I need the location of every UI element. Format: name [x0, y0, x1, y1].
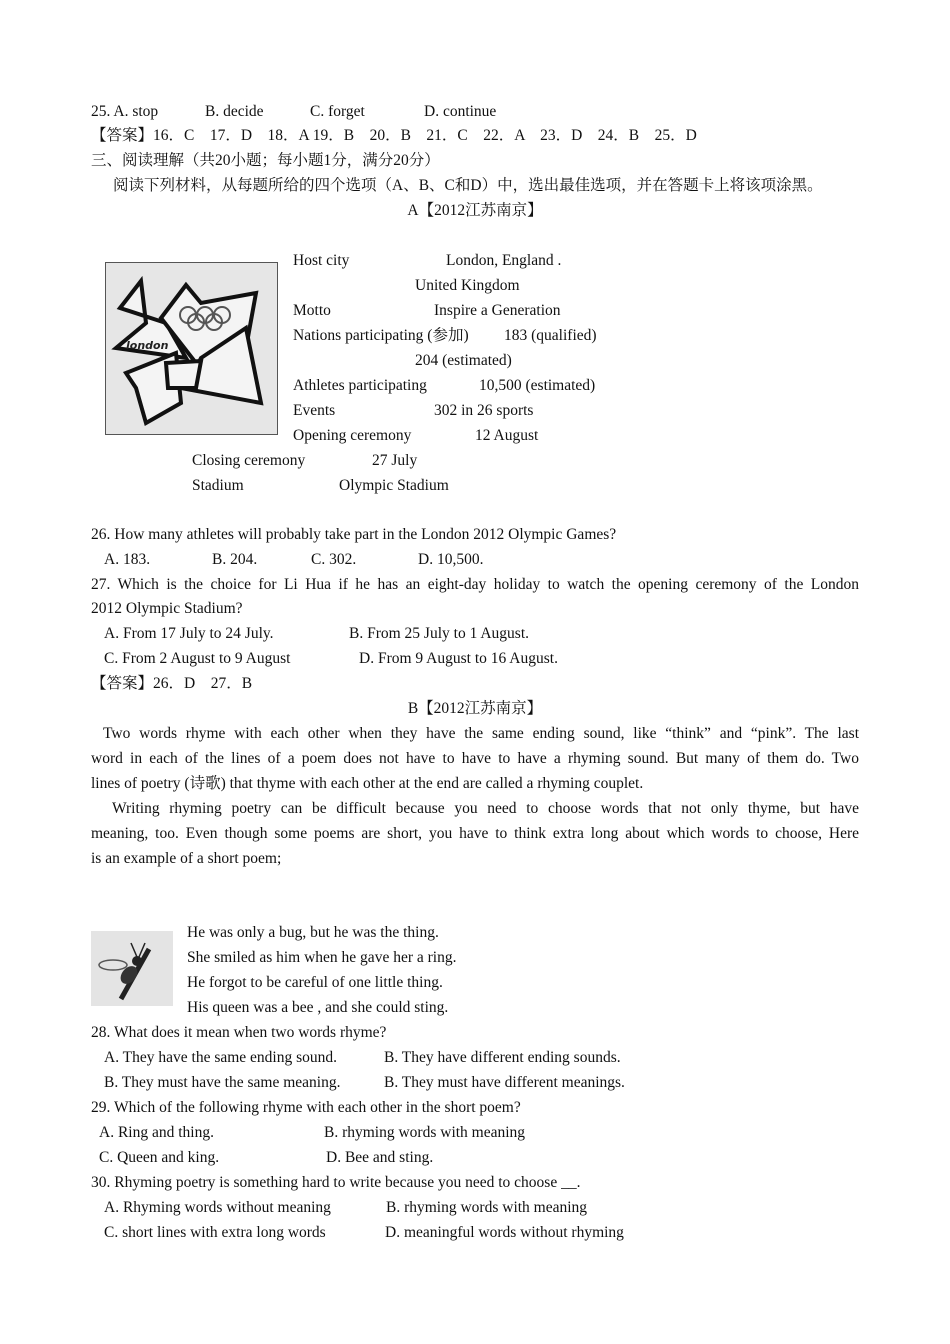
- paragraph-line: word in each of the lines of a poem does not have to have to have a rhyming sound. But many of them do. Two: [91, 750, 859, 767]
- paragraph-line: lines of poetry (诗歌) that thyme with each other at the end are called a rhyming couplet.: [91, 775, 644, 792]
- option: D. From 9 August to 16 August.: [359, 650, 558, 667]
- question-27-stem-cont: 2012 Olympic Stadium?: [91, 600, 243, 617]
- fact-label: Events: [293, 402, 336, 419]
- question-28-stem: 28. What does it mean when two words rhyme?: [91, 1024, 387, 1041]
- q25-option-b: B. decide: [205, 103, 264, 120]
- fact-value: 12 August: [475, 427, 539, 444]
- fact-label: Host city: [293, 252, 350, 269]
- section-title: 三、阅读理解（共20小题；每小题1分，满分20分）: [91, 152, 440, 169]
- option: A. 183.: [104, 551, 151, 568]
- question-26-stem: 26. How many athletes will probably take part in the London 2012 Olympic Games?: [91, 526, 617, 543]
- question-29-stem: 29. Which of the following rhyme with each other in the short poem?: [91, 1099, 521, 1116]
- question-30-stem: 30. Rhyming poetry is something hard to write because you need to choose __.: [91, 1174, 581, 1191]
- option: D. 10,500.: [418, 551, 484, 568]
- option: A. Rhyming words without meaning: [104, 1199, 331, 1216]
- fact-value: 27 July: [372, 452, 418, 469]
- option: B. rhyming words with meaning: [386, 1199, 588, 1216]
- fact-label: Opening ceremony: [293, 427, 412, 444]
- passage-b-heading: B【2012江苏南京】: [407, 700, 543, 717]
- fact-value: 183 (qualified): [504, 327, 597, 344]
- option: A. They have the same ending sound.: [104, 1049, 338, 1066]
- option: B. They must have the same meaning.: [104, 1074, 341, 1091]
- question-30-options-row2: [104, 1223, 664, 1243]
- bee-with-pen-image: [91, 931, 173, 1006]
- london-2012-logo-image: [105, 262, 278, 435]
- logo-text: london: [126, 339, 169, 352]
- q25-option-a: 25. A. stop: [91, 103, 159, 120]
- poem-line: She smiled as him when he gave her a ring.: [187, 949, 457, 966]
- option: B. They have different ending sounds.: [384, 1049, 621, 1066]
- question-27-options-row2: [104, 649, 604, 669]
- question-29-options-row1: [99, 1123, 659, 1143]
- fact-value: 302 in 26 sports: [434, 402, 534, 419]
- question-27-options-row1: [104, 624, 604, 644]
- question-28-options-row1: [104, 1048, 664, 1068]
- question-28-options-row2: [104, 1073, 664, 1093]
- option: B. From 25 July to 1 August.: [349, 625, 529, 642]
- paragraph-line: Two words rhyme with each other when they have the same ending sound, like “think” and “pink”. The last: [103, 725, 859, 742]
- fact-label: Motto: [293, 302, 331, 319]
- fact-value: United Kingdom: [415, 277, 520, 294]
- fact-label: Athletes participating: [293, 377, 427, 394]
- fact-value: Inspire a Generation: [434, 302, 561, 319]
- q25-option-c: C. forget: [310, 103, 365, 120]
- question-25: [91, 102, 859, 122]
- question-29-options-row2: [99, 1148, 659, 1168]
- fact-label: Closing ceremony: [192, 452, 306, 469]
- paragraph-line: Writing rhyming poetry can be difficult because you need to choose words that not only thyme, but have: [112, 800, 859, 817]
- q25-option-d: D. continue: [424, 103, 497, 120]
- paragraph-line: is an example of a short poem;: [91, 850, 282, 867]
- paragraph-line: meaning, too. Even though some poems are short, you have to think extra long about which words to choose, Here: [91, 825, 859, 842]
- question-26-options: [104, 550, 504, 570]
- option: C. 302.: [311, 551, 357, 568]
- section-instruction: 阅读下列材料，从每题所给的四个选项（A、B、C和D）中，选出最佳选项，并在答题卡上将该项涂黑。: [113, 177, 823, 194]
- fact-value: London, England .: [446, 252, 562, 269]
- option: D. meaningful words without rhyming: [385, 1224, 624, 1241]
- option: A. From 17 July to 24 July.: [104, 625, 274, 642]
- option: C. Queen and king.: [99, 1149, 220, 1166]
- fact-value: 204 (estimated): [415, 352, 512, 369]
- option: B. They must have different meanings.: [384, 1074, 625, 1091]
- fact-label: Stadium: [192, 477, 244, 494]
- option: C. short lines with extra long words: [104, 1224, 326, 1241]
- poem-line: He was only a bug, but he was the thing.: [187, 924, 439, 941]
- option: D. Bee and sting.: [326, 1149, 434, 1166]
- question-30-options-row1: [104, 1198, 664, 1218]
- fact-value: Olympic Stadium: [339, 477, 449, 494]
- option: A. Ring and thing.: [99, 1124, 214, 1141]
- answer-key-1: 【答案】16．C 17．D 18．A 19．B 20．B 21．C 22．A 23．D 24．B 25．D: [91, 127, 697, 144]
- passage-a-heading: A【2012江苏南京】: [407, 202, 543, 219]
- option: B. 204.: [212, 551, 258, 568]
- poem-line: He forgot to be careful of one little thing.: [187, 974, 443, 991]
- question-27-stem: 27. Which is the choice for Li Hua if he has an eight-day holiday to watch the opening ceremony of the London: [91, 576, 859, 593]
- option: B. rhyming words with meaning: [324, 1124, 526, 1141]
- poem-line: His queen was a bee , and she could sting.: [187, 999, 449, 1016]
- fact-value: 10,500 (estimated): [479, 377, 596, 394]
- answer-key-2: 【答案】26．D 27．B: [91, 675, 253, 692]
- option: C. From 2 August to 9 August: [104, 650, 291, 667]
- fact-label: Nations participating (参加): [293, 327, 469, 344]
